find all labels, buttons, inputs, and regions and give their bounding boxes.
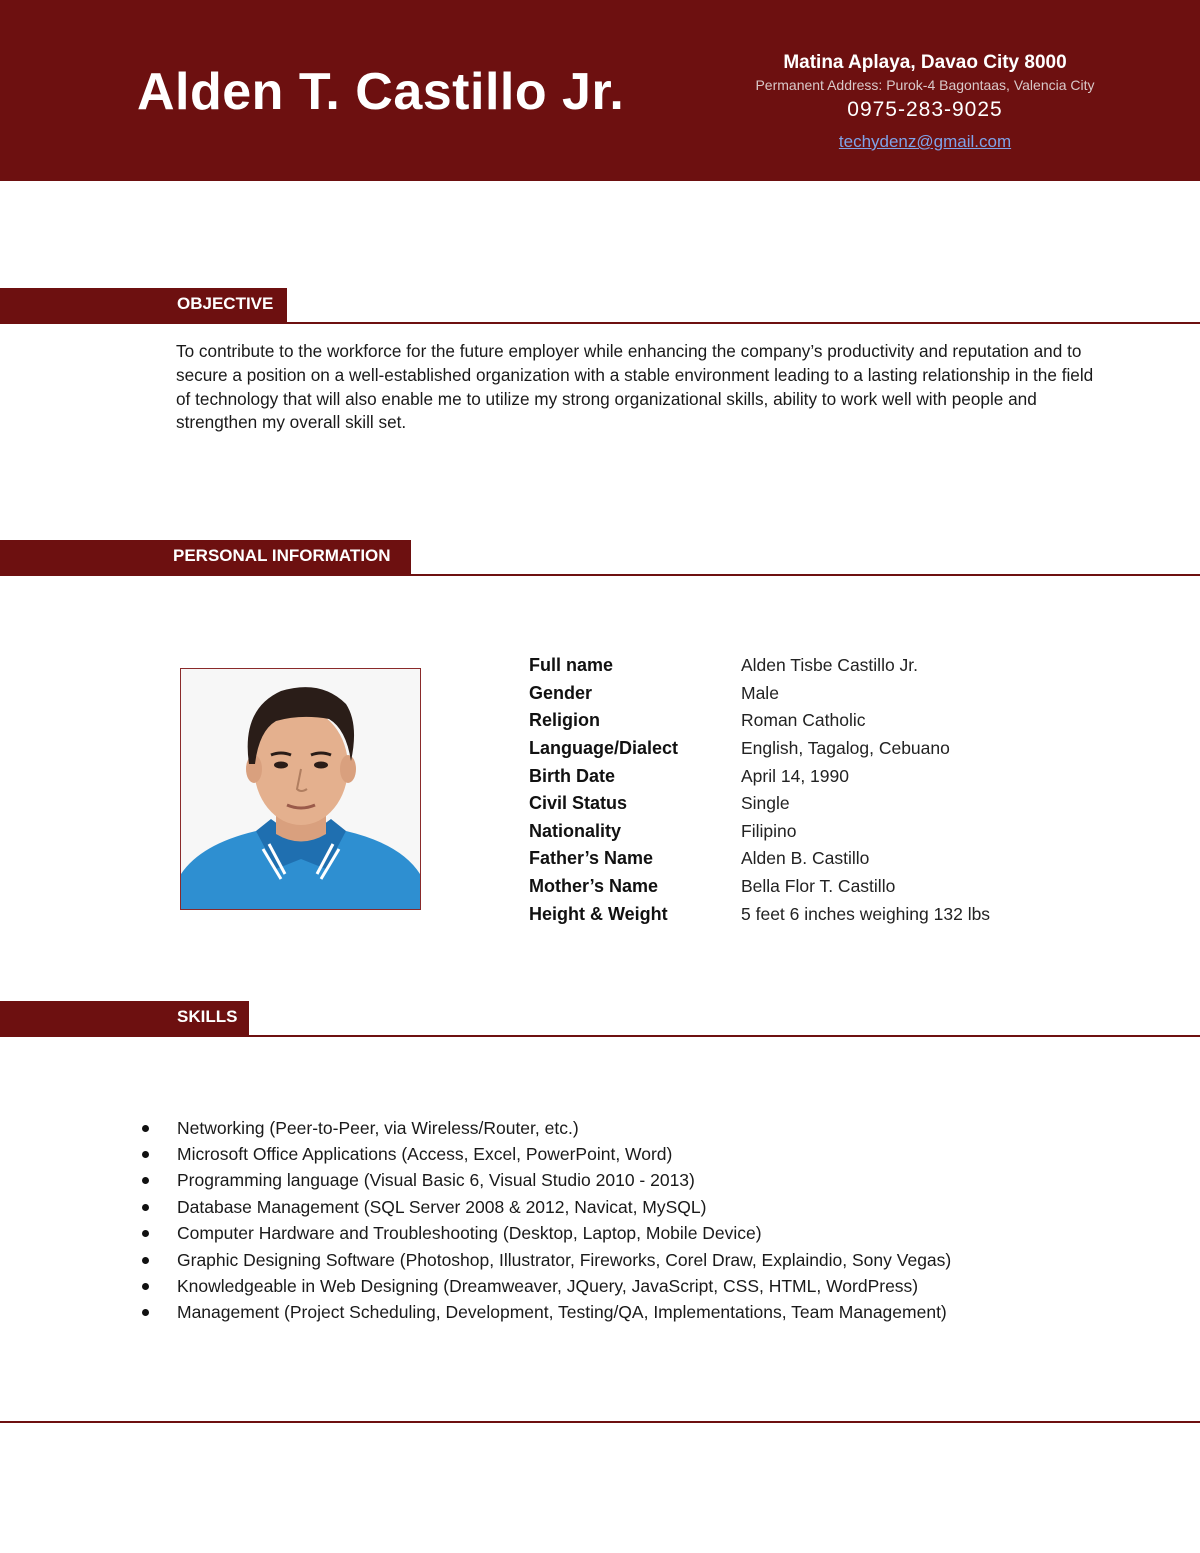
info-row xyxy=(529,735,990,763)
skill-text: Knowledgeable in Web Designing (Dreamweaver, JQuery, JavaScript, CSS, HTML, WordPress) xyxy=(177,1276,919,1297)
info-row xyxy=(529,900,990,928)
header-banner xyxy=(0,0,1200,181)
phone-number: 0975-283-9025 xyxy=(847,98,1003,121)
bullet-icon xyxy=(142,1309,149,1316)
info-row xyxy=(529,873,990,901)
objective-title: OBJECTIVE xyxy=(177,294,274,313)
info-row xyxy=(529,790,990,818)
bullet-icon xyxy=(142,1125,149,1132)
skills-section-header xyxy=(0,1001,249,1036)
personal-info-section-header xyxy=(0,540,411,575)
info-value: English, Tagalog, Cebuano xyxy=(741,738,950,759)
bullet-icon xyxy=(142,1230,149,1237)
list-item xyxy=(140,1141,951,1167)
list-item xyxy=(140,1273,951,1299)
objective-section-header xyxy=(0,288,287,323)
skills-title: SKILLS xyxy=(177,1007,238,1026)
info-row xyxy=(529,845,990,873)
personal-info-title: PERSONAL INFORMATION xyxy=(173,546,391,565)
contact-block xyxy=(740,50,1110,152)
permanent-address: Permanent Address: Purok-4 Bagontaas, Valencia City xyxy=(755,77,1095,93)
info-value: Male xyxy=(741,682,779,703)
list-item xyxy=(140,1168,951,1194)
bullet-icon xyxy=(142,1283,149,1290)
info-label: Mother’s Name xyxy=(529,876,659,897)
list-item xyxy=(140,1115,951,1141)
person-portrait-icon xyxy=(181,669,420,909)
info-row xyxy=(529,818,990,846)
list-item xyxy=(140,1221,951,1247)
skill-text: Microsoft Office Applications (Access, Excel, PowerPoint, Word) xyxy=(177,1144,673,1165)
info-label: Birth Date xyxy=(529,765,616,786)
skill-text: Networking (Peer-to-Peer, via Wireless/Router, etc.) xyxy=(177,1117,579,1138)
objective-text: To contribute to the workforce for the future employer while enhancing the company’s productivity and reputation and to secure a position on a well-established organization with a stable environment leading to a lasting relationship in the field of technology that will also enable me to utilize my strong organizational skills, ability to work well with people and strengthen my overall skill set. xyxy=(176,341,1094,433)
info-label: Language/Dialect xyxy=(529,738,679,759)
info-label: Father’s Name xyxy=(529,848,654,869)
info-label: Civil Status xyxy=(529,793,628,814)
info-row xyxy=(529,680,990,708)
info-value: April 14, 1990 xyxy=(741,765,849,786)
info-value: 5 feet 6 inches weighing 132 lbs xyxy=(741,903,991,924)
info-value: Roman Catholic xyxy=(741,710,866,731)
current-address: Matina Aplaya, Davao City 8000 xyxy=(783,52,1067,73)
info-value: Bella Flor T. Castillo xyxy=(741,876,896,897)
applicant-name: Alden T. Castillo Jr. xyxy=(137,63,625,121)
info-label: Nationality xyxy=(529,820,622,841)
skill-text: Database Management (SQL Server 2008 & 2012, Navicat, MySQL) xyxy=(177,1196,707,1217)
bullet-icon xyxy=(142,1177,149,1184)
skills-divider xyxy=(0,1035,1200,1037)
list-item xyxy=(140,1194,951,1220)
info-row xyxy=(529,707,990,735)
skills-list xyxy=(140,1115,951,1326)
info-value: Alden Tisbe Castillo Jr. xyxy=(741,655,919,676)
profile-photo xyxy=(180,668,421,910)
info-row xyxy=(529,762,990,790)
info-row xyxy=(529,652,990,680)
footer-divider xyxy=(0,1421,1200,1423)
list-item xyxy=(140,1247,951,1273)
bullet-icon xyxy=(142,1204,149,1211)
info-label: Gender xyxy=(529,682,593,703)
skill-text: Programming language (Visual Basic 6, Visual Studio 2010 - 2013) xyxy=(177,1170,695,1191)
personal-info-divider xyxy=(0,574,1200,576)
objective-divider xyxy=(0,322,1200,324)
personal-info-table xyxy=(529,652,990,928)
info-label: Height & Weight xyxy=(529,903,668,924)
skill-text: Management (Project Scheduling, Development, Testing/QA, Implementations, Team Management) xyxy=(177,1302,947,1323)
bullet-icon xyxy=(142,1151,149,1158)
list-item xyxy=(140,1300,951,1326)
email-link[interactable]: techydenz@gmail.com xyxy=(838,132,1012,151)
info-value: Filipino xyxy=(741,820,797,841)
skill-text: Computer Hardware and Troubleshooting (Desktop, Laptop, Mobile Device) xyxy=(177,1223,762,1244)
bullet-icon xyxy=(142,1257,149,1264)
info-label: Religion xyxy=(529,710,600,731)
info-label: Full name xyxy=(529,655,614,676)
info-value: Alden B. Castillo xyxy=(741,848,870,869)
info-value: Single xyxy=(741,793,790,814)
skill-text: Graphic Designing Software (Photoshop, Illustrator, Fireworks, Corel Draw, Explaindio, Sony Vegas) xyxy=(177,1249,952,1270)
